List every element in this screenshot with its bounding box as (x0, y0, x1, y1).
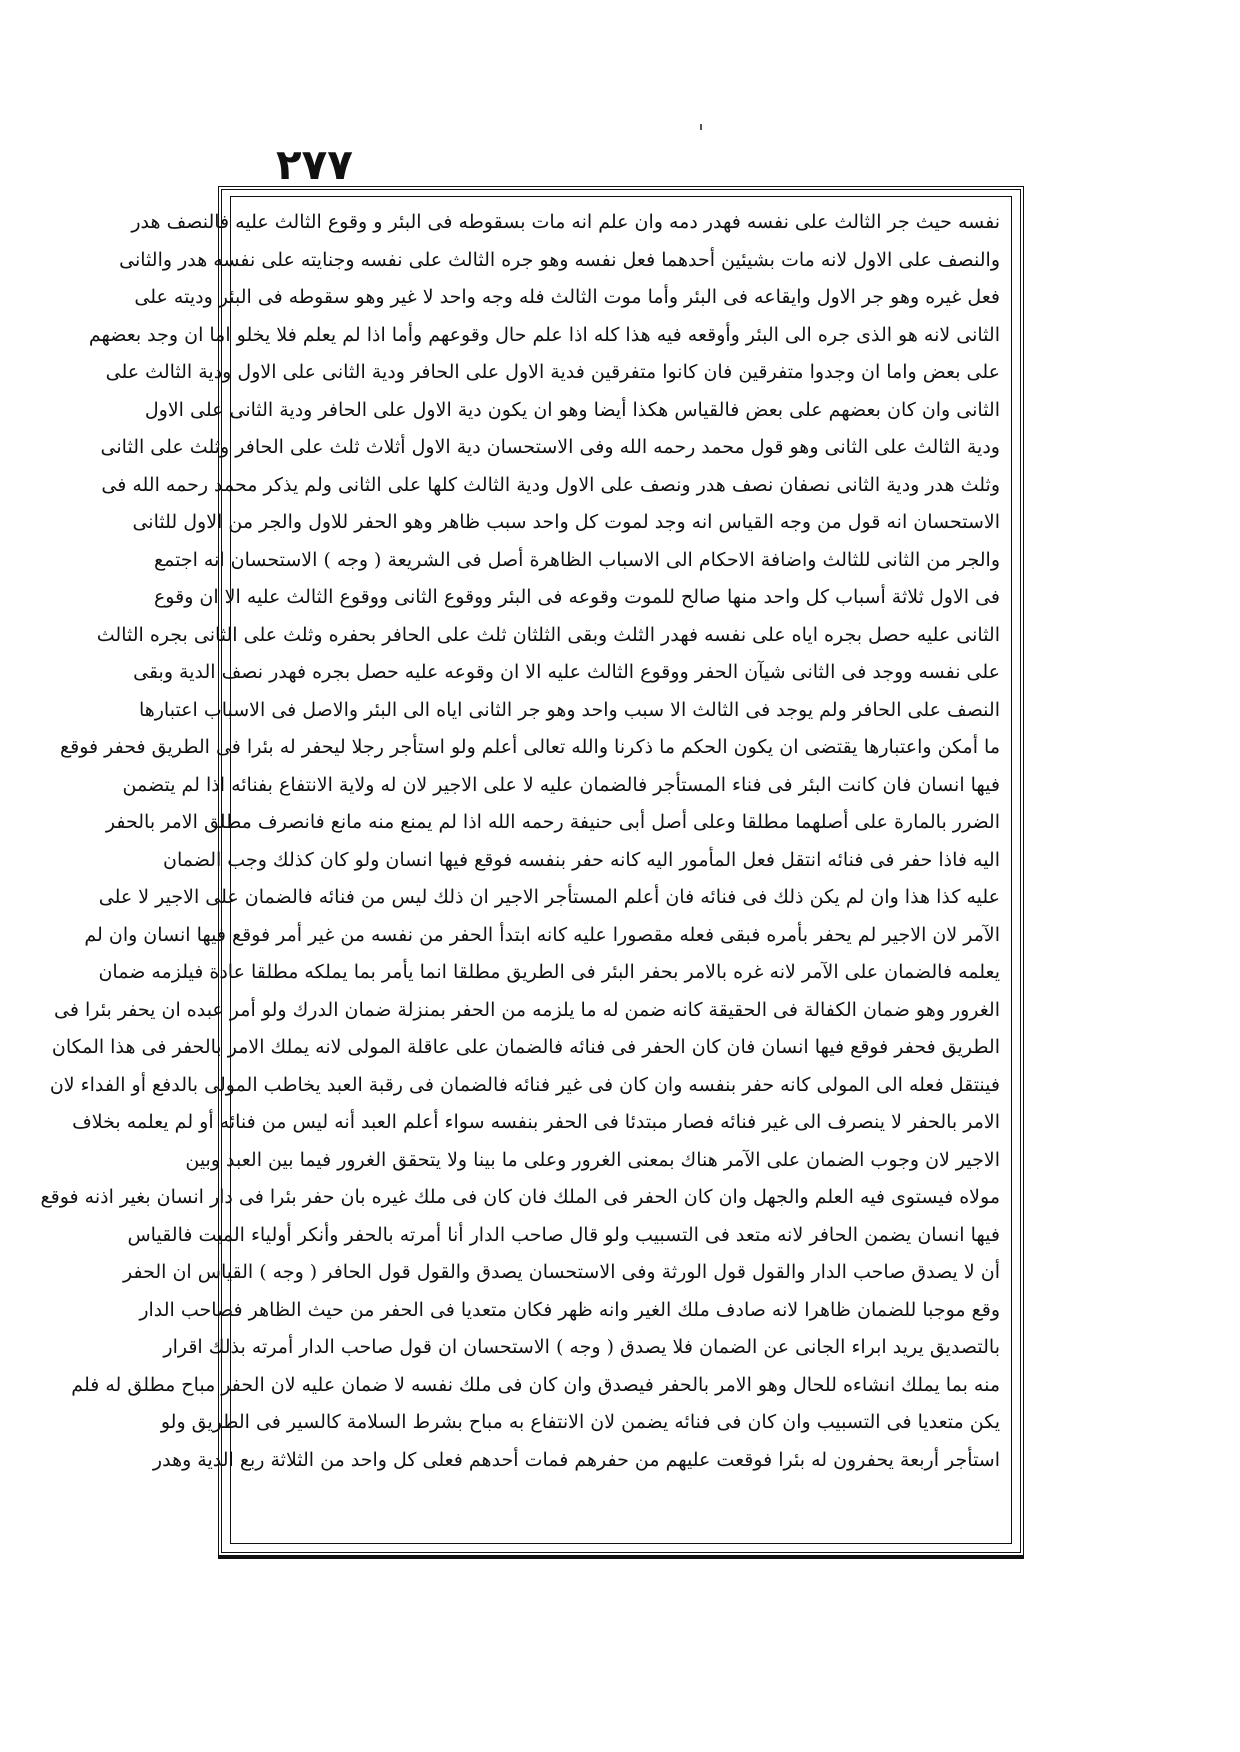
text-line: على نفسه ووجد فى الثانى شيآن الحفر ووقوع الثالث عليه الا ان وقوعه عليه حصل بجره فهدر نصف الدية وبقى (133, 661, 1000, 683)
page-frame-bottom-rule (218, 1556, 1024, 1559)
text-line: ما أمكن واعتبارها يقتضى ان يكون الحكم ما ذكرنا والله تعالى أعلم ولو استأجر رجلا ليحفر له بئرا فى الطريق فحفر فوقع (60, 736, 1000, 758)
top-tick-mark (700, 124, 702, 130)
text-line: الغرور وهو ضمان الكفالة فى الحقيقة كانه ضمن له ما يلزمه من الحفر بمنزلة ضمان الدرك ولو أمر عبده ان يحفر بئرا فى (54, 998, 1000, 1021)
text-line: استأجر أربعة يحفرون له بئرا فوقعت عليهم من حفرهم فمات أحدهم فعلى كل واحد من الثلاثة ربع الدية وهدر (152, 1448, 1000, 1471)
text-line: أن لا يصدق صاحب الدار والقول قول الورثة وفى الاستحسان يصدق والقول قول الحافر ( وجه ) القياس ان الحفر (123, 1261, 1000, 1283)
text-line: الاستحسان انه قول من وجه القياس انه وجد لموت كل واحد سبب ظاهر وهو الحفر للاول والجر من الاول للثانى (132, 511, 1000, 533)
text-line: والنصف على الاول لانه مات بشيئين أحدهما فعل نفسه وهو جره الثالث على نفسه وجنايته على نفسه هدر والثانى (119, 248, 1000, 271)
text-body (40, 204, 1000, 1536)
text-line: الاجير لان وجوب الضمان على الآمر هناك بمعنى الغرور وعلى ما بينا ولا يتحقق الغرور فيما بين العبد وبين (185, 1148, 1000, 1171)
text-line: منه بما يملك انشاءه للحال وهو الامر بالحفر فيصدق وان كان فى ملك نفسه لا ضمان عليه لان الحفر مباح مطلق له فلم (71, 1373, 1000, 1396)
text-line: مولاه فيستوى فيه العلم والجهل وان كان الحفر فى الملك فان كان فى ملك غيره بان حفر بئرا فى دار انسان بغير اذنه فوقع (40, 1186, 1000, 1208)
text-line: الآمر لان الاجير لم يحفر بأمره فبقى فعله مقصورا عليه كانه ابتدأ الحفر من نفسه من غير أمر فوقع فيها انسان وان لم (84, 923, 1000, 946)
text-line: يعلمه فالضمان على الآمر لانه غره بالامر بحفر البئر فى الطريق مطلقا انما يأمر بما يملكه مطلقا عادة فيلزمه ضمان (98, 961, 1000, 983)
text-line: على بعض واما ان وجدوا متفرقين فان كانوا متفرقين فدية الاول على الحافر ودية الثانى على الاول ودية الثالث على (105, 361, 1000, 383)
text-line: فيها انسان فان كانت البئر فى فناء المستأجر فالضمان عليه لا على الاجير لان له ولاية الانتفاع بفنائه اذا لم يتضمن (122, 773, 1000, 796)
text-line: بالتصديق يريد ابراء الجانى عن الضمان فلا يصدق ( وجه ) الاستحسان ان قول صاحب الدار أمرته بذلك اقرار (163, 1336, 1000, 1358)
text-line: الثانى وان كان بعضهم على بعض فالقياس هكذا أيضا وهو ان يكون دية الاول على الحافر ودية الثانى على الاول (144, 398, 1000, 421)
text-line: نفسه حيث جر الثالث على نفسه فهدر دمه وان علم انه مات بسقوطه فى البئر و وقوع الثالث عليه فالنصف هدر (131, 211, 1000, 233)
text-line: فيها انسان يضمن الحافر لانه متعد فى التسبيب ولو قال صاحب الدار أنا أمرته بالحفر وأنكر أولياء الميت فالقياس (127, 1223, 1000, 1246)
text-line: الامر بالحفر لا ينصرف الى غير فنائه فصار مبتدئا فى الحفر بنفسه سواء أعلم العبد أنه ليس من فنائه أو لم يعلمه بخلاف (72, 1111, 1000, 1133)
text-line: الثانى عليه حصل بجره اياه على نفسه فهدر الثلث وبقى الثلثان ثلث على الحافر بحفره وثلث على الثانى بجره الثالث (96, 623, 1000, 646)
text-line: ودية الثالث على الثانى وهو قول محمد رحمه الله وفى الاستحسان دية الاول أثلاث ثلث على الحافر وثلث على الثانى (100, 436, 1000, 458)
text-line: فى الاول ثلاثة أسباب كل واحد منها صالح للموت وقوعه فى البئر ووقوع الثانى ووقوع الثالث عليه الا ان وقوع (153, 586, 1000, 608)
text-line: يكن متعديا فى التسبيب وان كان فى فنائه يضمن لان الانتفاع به مباح بشرط السلامة كالسير فى الطريق ولو (160, 1411, 1000, 1433)
page-number: ٢٧٧ (276, 140, 353, 189)
text-line: والجر من الثانى للثالث واضافة الاحكام الى الاسباب الظاهرة أصل فى الشريعة ( وجه ) الاستحسان انه اجتمع (154, 548, 1000, 571)
text-line: الضرر بالمارة على أصلهما مطلقا وعلى أصل أبى حنيفة رحمه الله اذا لم يمنع منه مانع فانصرف مطلق الامر بالحفر (105, 811, 1000, 833)
text-line: عليه كذا هذا وان لم يكن ذلك فى فنائه فان أعلم المستأجر الاجير ان ذلك ليس من فنائه فالضمان على الاجير لا على (98, 886, 1000, 908)
text-line: فينتقل فعله الى المولى كانه حفر بنفسه وان كان فى غير فنائه فالضمان فى رقبة العبد يخاطب المولى بالدفع أو الفداء لان (49, 1073, 1000, 1096)
text-line: وثلث هدر ودية الثانى نصفان نصف هدر ونصف على الاول ودية الثالث كلها على الثانى ولم يذكر محمد رحمه الله فى (101, 473, 1000, 496)
text-line: النصف على الحافر ولم يوجد فى الثالث الا سبب واحد وهو جر الثانى اياه الى البئر والاصل فى الاسباب اعتبارها (138, 698, 1000, 721)
text-line: وقع موجبا للضمان ظاهرا لانه صادف ملك الغير وانه ظهر فكان متعديا فى الحفر من حيث الظاهر فصاحب الدار (139, 1298, 1000, 1321)
text-line: الطريق فحفر فوقع فيها انسان فان كان الحفر فى فنائه فالضمان على عاقلة المولى لانه يملك الامر بالحفر فى هذا المكان (51, 1036, 1000, 1058)
text-line: فعل غيره وهو جر الاول وايقاعه فى البئر وأما موت الثالث فله وجه واحد لا غير وهو سقوطه فى البئر وديته على (134, 286, 1000, 308)
text-line: الثانى لانه هو الذى جره الى البئر وأوقعه فيه هذا كله اذا علم حال وقوعهم وأما اذا لم يعلم فلا يخلو اما ان وجد بعضهم (88, 323, 1000, 346)
text-line: اليه فاذا حفر فى فنائه انتقل فعل المأمور اليه كانه حفر بنفسه فوقع فيها انسان ولو كان كذلك وجب الضمان (163, 848, 1000, 871)
